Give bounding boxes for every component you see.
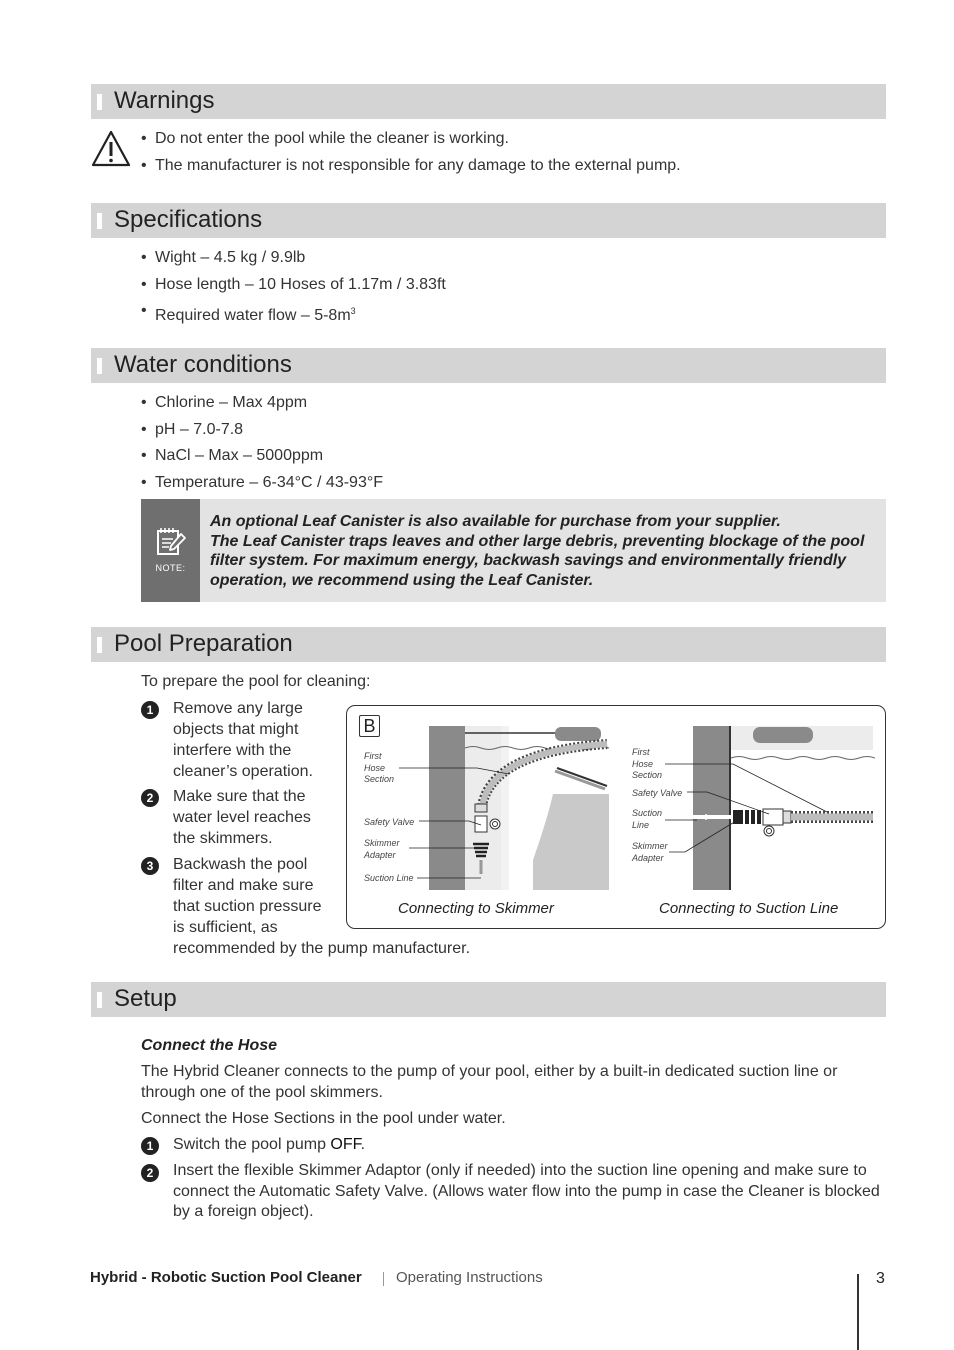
page-number-rule <box>857 1274 859 1350</box>
note-box <box>141 499 886 602</box>
section-title: Setup <box>114 985 177 1012</box>
step-number-badge: 3 <box>141 857 159 875</box>
note-text <box>210 512 880 590</box>
step-number-badge: 1 <box>141 1137 159 1155</box>
label-suction-line-skimmer: Suction Line <box>364 873 414 883</box>
label-first-hose-section-suction: First Hose Section <box>632 747 663 780</box>
pool-prep-step: Backwash the pool filter and make sure that suction pressure is sufficient, as <box>173 856 322 936</box>
suction-leader-lines <box>347 706 887 930</box>
pool-prep-intro: To prepare the pool for cleaning: <box>141 673 371 690</box>
specifications-list <box>141 247 886 327</box>
label-safety-valve-suction: Safety Valve <box>632 788 683 798</box>
note-line: The Leaf Canister traps leaves and other large debris, preventing blockage of the pool filter system. For maximum energy, backwash savings and environmentally friendly operation, we recommend using the Leaf Canister. <box>210 532 865 589</box>
section-title: Pool Preparation <box>114 630 293 657</box>
list-item: • NaCl – Max – 5000ppm <box>141 445 886 472</box>
step-number-badge: 2 <box>141 789 159 807</box>
caption-skimmer: Connecting to Skimmer <box>398 900 554 917</box>
section-header-specifications <box>91 203 886 238</box>
label-skimmer-adapter-suction: Skimmer Adapter <box>632 841 668 863</box>
section-marker <box>97 213 102 229</box>
label-skimmer-adapter-skimmer: Skimmer Adapter <box>364 838 400 860</box>
section-header-warnings <box>91 84 886 119</box>
footer-separator <box>383 1272 384 1286</box>
water-conditions-list <box>141 392 886 498</box>
list-item: • Hose length – 10 Hoses of 1.17m / 3.83ft <box>141 274 886 301</box>
list-item: • Temperature – 6-34°C / 43-93°F <box>141 472 886 499</box>
connection-diagram <box>346 705 886 929</box>
step-number-badge: 1 <box>141 701 159 719</box>
note-pad-icon <box>155 525 187 557</box>
footer-product-title: Hybrid - Robotic Suction Pool Cleaner <box>90 1269 362 1286</box>
label-first-hose-section-skimmer: First Hose Section <box>364 751 395 784</box>
section-marker <box>97 992 102 1008</box>
flow-superscript: 3 <box>350 306 356 316</box>
note-sidebar <box>141 499 200 602</box>
list-item: • pH – 7.0-7.8 <box>141 419 886 446</box>
list-item: • Wight – 4.5 kg / 9.9lb <box>141 247 886 274</box>
list-item: • Do not enter the pool while the cleaner is working. <box>141 128 886 155</box>
setup-subheading: Connect the Hose <box>141 1037 278 1054</box>
setup-paragraph: Connect the Hose Sections in the pool under water. <box>141 1110 506 1127</box>
section-marker <box>97 94 102 110</box>
setup-step: Insert the flexible Skimmer Adaptor (only if needed) into the suction line opening and make sure to connect the Automatic Safety Valve. (Allows water flow into the pump in case the Cleaner is blocked by a foreign object). <box>173 1162 880 1220</box>
setup-step: Switch the pool pump OFF. <box>173 1136 366 1153</box>
section-marker <box>97 358 102 374</box>
pool-prep-step-continued: recommended by the pump manufacturer. <box>173 940 471 957</box>
note-line: An optional Leaf Canister is also available for purchase from your supplier. <box>210 513 781 530</box>
list-item: • Chlorine – Max 4ppm <box>141 392 886 419</box>
section-header-setup <box>91 982 886 1017</box>
pool-prep-step: Remove any large objects that might interfere with the cleaner’s operation. <box>173 700 313 780</box>
pool-prep-step: Make sure that the water level reaches the skimmers. <box>173 788 311 847</box>
warning-triangle-icon <box>91 130 131 168</box>
section-header-pool-preparation <box>91 627 886 662</box>
step-number-badge: 2 <box>141 1164 159 1182</box>
section-marker <box>97 637 102 653</box>
flow-text: Required water flow – 5-8m <box>155 307 351 324</box>
caption-suction-line: Connecting to Suction Line <box>659 900 839 917</box>
figure-label: B <box>359 715 380 737</box>
note-label: NOTE: <box>155 563 186 573</box>
list-item <box>141 300 886 327</box>
page-number: 3 <box>876 1270 885 1287</box>
section-title: Specifications <box>114 206 263 233</box>
section-header-water-conditions <box>91 348 886 383</box>
label-safety-valve-skimmer: Safety Valve <box>364 817 415 827</box>
footer-document-title: Operating Instructions <box>396 1269 543 1286</box>
section-title: Warnings <box>114 87 215 114</box>
list-item: • The manufacturer is not responsible for any damage to the external pump. <box>141 155 886 182</box>
off-keyword: OFF <box>330 1136 361 1153</box>
label-suction-line-suction: Suction Line <box>632 808 663 830</box>
setup-paragraph: The Hybrid Cleaner connects to the pump of your pool, either by a built-in dedicated suction line or through one of the pool skimmers. <box>141 1063 838 1101</box>
warnings-list <box>141 128 886 181</box>
section-title: Water conditions <box>114 351 292 378</box>
